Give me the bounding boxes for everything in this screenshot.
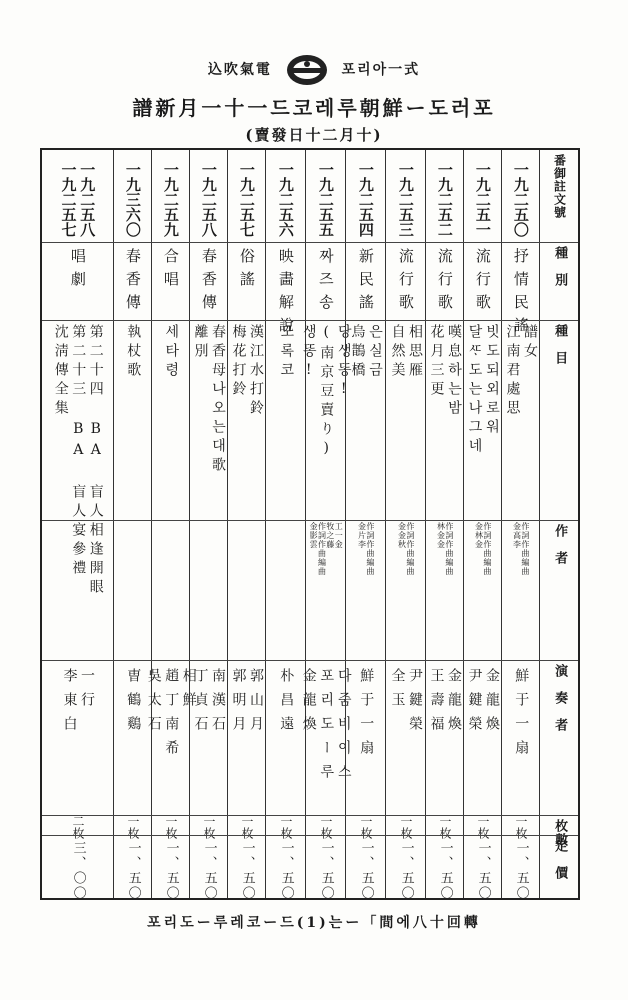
record-number: 一九二五八 [78, 162, 97, 237]
record-performer: 金龍煥 [300, 668, 317, 740]
record-performer: 吳太石 [145, 668, 162, 740]
record-kind: 映畵解說 [276, 248, 295, 340]
header-price-cell [540, 835, 578, 898]
record-credits-cell [190, 520, 227, 660]
record-column [113, 150, 151, 901]
record-kind-cell [346, 242, 385, 320]
record-title-cell [464, 320, 501, 520]
record-title-cell [426, 320, 463, 520]
record-performer: 李東白 [61, 668, 78, 740]
record-credits: 作詞作曲編曲 [444, 522, 454, 576]
record-credits: 金影雲 [309, 522, 319, 549]
record-qty: 一枚 [164, 815, 178, 839]
polydor-logo-icon [285, 52, 329, 88]
record-credits-cell [464, 520, 501, 660]
record-number-cell [266, 150, 305, 242]
record-column [42, 150, 113, 901]
record-price-cell [114, 835, 151, 901]
record-credits-cell [386, 520, 425, 660]
record-performer: 朴昌遠 [278, 668, 295, 740]
record-price: 一、五〇 [437, 841, 453, 901]
record-performer: 曺鶴鷄 [125, 668, 142, 740]
record-number: 一九二五六 [276, 162, 295, 237]
record-credits: 金高李 [512, 522, 522, 549]
header-title-cell [540, 320, 578, 520]
record-column [145, 150, 197, 901]
record-performer: 丁貞石 [192, 668, 209, 740]
record-performer-cell [190, 660, 227, 815]
record-price-cell [306, 835, 345, 901]
record-kind-cell [266, 242, 305, 340]
record-credits-cell [228, 520, 265, 660]
record-performer-cell [145, 660, 197, 815]
record-kind: 流行歌 [396, 248, 415, 317]
record-title-cell [152, 320, 189, 520]
record-title-cell [386, 320, 425, 520]
record-kind-cell [228, 242, 265, 320]
record-qty-cell [426, 815, 463, 839]
record-title: 自然美 [389, 324, 406, 381]
record-number: 一九三六〇 [123, 162, 142, 237]
record-credits-cell [42, 520, 113, 660]
record-credits-cell [114, 520, 151, 660]
record-credits: 作詞作曲編曲 [482, 522, 492, 576]
header-kind-cell [540, 242, 578, 320]
record-price-cell [152, 835, 189, 901]
record-number: 一九二五二 [435, 162, 454, 237]
record-qty: 一枚 [438, 815, 452, 839]
record-qty: 一枚 [240, 815, 254, 839]
page-subtitle: (賣發日十二月十) [245, 126, 383, 144]
record-credits: 工一金 [334, 522, 344, 549]
record-column [501, 150, 539, 901]
record-qty-cell [190, 815, 227, 839]
record-performer-cell [42, 660, 113, 815]
record-credits: 作詞作曲編曲 [365, 522, 375, 576]
record-performer: 南漢石 [210, 668, 226, 740]
record-kind: 合唱 [161, 248, 180, 294]
record-number-cell [114, 150, 151, 242]
record-title-cell [228, 320, 265, 520]
record-number: 一九二五七 [237, 162, 256, 237]
record-title-cell [114, 320, 151, 520]
record-title: 花月三更 [428, 324, 445, 400]
record-performer: 포리도ー루 [318, 668, 335, 788]
record-credits: 作詞作曲編曲 [317, 522, 327, 576]
record-number: 一九二五三 [396, 162, 415, 237]
record-kind-cell [464, 242, 501, 320]
record-kind: 流行歌 [435, 248, 454, 317]
record-kind: 春香傳 [123, 248, 142, 317]
record-number-cell [306, 150, 345, 242]
record-performer: 趙丁南希 [163, 668, 180, 764]
record-title: 漢江水打鈴 [248, 324, 264, 419]
record-qty: 一枚 [279, 815, 293, 839]
record-title: 당생똥! [335, 324, 352, 402]
record-price: 三、〇〇 [70, 841, 86, 901]
record-number-cell [464, 150, 501, 242]
header-column [539, 150, 578, 898]
record-price-cell [386, 835, 425, 901]
record-price: 一、五〇 [163, 841, 179, 901]
record-number: 一九二五四 [356, 162, 375, 237]
record-kind-cell [42, 242, 113, 320]
record-column [425, 150, 463, 901]
record-number: 一九二五七 [59, 162, 78, 237]
record-performer: 尹鍵榮 [466, 668, 483, 740]
record-number-cell [386, 150, 425, 242]
record-title: 梅花打鈴 [230, 324, 247, 400]
record-number-cell [190, 150, 227, 242]
header-credits-cell [540, 520, 578, 660]
record-price: 一、五〇 [239, 841, 255, 901]
record-column [189, 150, 227, 901]
record-qty: 一枚 [319, 815, 333, 839]
record-number: 一九二五八 [199, 162, 218, 237]
record-title: 달ᄯᆞ도는나그네 [466, 324, 483, 457]
record-qty-cell [228, 815, 265, 839]
record-qty-cell [386, 815, 425, 839]
record-qty-cell [306, 815, 345, 839]
header-qty-cell [540, 815, 578, 847]
record-credits: 林金金 [436, 522, 446, 549]
record-title: 春香母나오는대歌 [210, 324, 226, 476]
record-kind-cell [386, 242, 425, 320]
record-price: 一、五〇 [358, 841, 374, 901]
header-number-cell [540, 150, 578, 242]
header-credits: 作者 [552, 524, 568, 578]
record-number-cell [228, 150, 265, 242]
band-divider [42, 815, 578, 816]
record-qty-cell [464, 815, 501, 839]
record-number: 一九二五五 [316, 162, 335, 237]
record-number: 一九二五一 [473, 162, 492, 237]
record-number-cell [152, 150, 189, 242]
record-performer: 相鮮 [180, 668, 197, 716]
record-number: 一九二五九 [161, 162, 180, 237]
header-performer: 演奏者 [552, 664, 568, 745]
record-price: 一、五〇 [513, 841, 529, 901]
record-price: 一、五〇 [318, 841, 334, 901]
record-performer: 全玉 [389, 668, 406, 716]
record-title: 모록코 [278, 324, 295, 381]
record-kind-cell [114, 242, 151, 320]
record-performer: 金龍煥 [446, 668, 462, 740]
header-number: 番御註文號 [552, 154, 567, 219]
record-credits: 作詞作曲編曲 [405, 522, 415, 576]
record-kind: 流行歌 [473, 248, 492, 317]
record-performer: 王壽福 [428, 668, 445, 740]
record-credits: 作詞作曲編曲 [520, 522, 530, 576]
record-column [463, 150, 501, 901]
brand-right: 포리아一式 [341, 62, 421, 78]
page-title: 譜新月一十一드코레루朝鮮ー도러포 [132, 96, 496, 120]
record-kind: 抒情民謠 [511, 248, 530, 340]
record-credits: 牧之藤 [325, 522, 335, 549]
record-performer: 鮮于一扇 [513, 668, 530, 764]
record-price-cell [464, 835, 501, 901]
record-credits-cell [426, 520, 463, 660]
record-kind-cell [306, 242, 345, 320]
record-number-cell [502, 150, 539, 242]
record-title: 第二十四 BA 盲人相逢開眼 [87, 324, 104, 598]
record-column [385, 150, 425, 901]
record-kind-cell [502, 242, 539, 340]
record-kind: 俗謠 [237, 248, 256, 294]
record-title: 譜女 [522, 324, 538, 362]
band-divider [42, 242, 578, 243]
record-credits-cell [502, 520, 539, 660]
record-kind-cell [426, 242, 463, 320]
record-credits-cell [306, 520, 345, 660]
record-title: 沈淸傳全集 [52, 324, 69, 419]
record-performer-cell [386, 660, 425, 815]
record-qty: 一枚 [126, 815, 140, 839]
record-performer-cell [228, 660, 265, 815]
record-title: 嘆息하는밤 [446, 324, 462, 419]
band-divider [42, 835, 578, 836]
header-title: 種目 [552, 324, 568, 378]
record-title: 烏鵲橋 [349, 324, 366, 381]
record-qty-cell [346, 815, 385, 839]
brand-line [0, 52, 628, 88]
record-kind: 春香傳 [199, 248, 218, 317]
record-performer-cell [464, 660, 501, 815]
record-performer-cell [300, 660, 352, 815]
record-price-cell [228, 835, 265, 901]
footer-note: 포리도ー루레코ー드(1)는ー「間에八十回轉 [147, 915, 481, 931]
record-price: 一、五〇 [278, 841, 294, 901]
record-title-cell [42, 320, 113, 598]
record-price: 一、五〇 [475, 841, 491, 901]
record-title: 離別 [192, 324, 209, 362]
record-qty-cell [502, 815, 539, 839]
record-column [345, 150, 385, 901]
record-qty-cell [266, 815, 305, 839]
catalog-table [40, 148, 580, 900]
record-title-cell [502, 320, 539, 520]
record-performer: 一行 [79, 668, 95, 716]
record-title-cell [300, 320, 352, 520]
record-kind-cell [152, 242, 189, 320]
record-credits: 金林金 [474, 522, 484, 549]
record-qty: 一枚 [476, 815, 490, 839]
record-title: 相思雁 [407, 324, 423, 381]
record-title: (南京豆賣り) [318, 324, 335, 461]
record-title: 세타령 [163, 324, 180, 381]
header-price: 定價 [552, 839, 568, 893]
record-performer: 尹鍵榮 [407, 668, 423, 740]
record-performer: 郭山月 [248, 668, 264, 740]
record-kind: 짜즈송 [316, 248, 335, 317]
record-price-cell [42, 835, 113, 901]
record-credits-cell [152, 520, 189, 660]
record-price: 一、五〇 [125, 841, 141, 901]
record-number-cell [346, 150, 385, 242]
header-kind: 種別 [552, 246, 568, 300]
record-column [227, 150, 265, 901]
record-credits: 金金秋 [397, 522, 407, 549]
record-performer-cell [502, 660, 539, 815]
record-title-cell [346, 320, 385, 520]
record-column [300, 150, 352, 901]
record-performer-cell [346, 660, 385, 815]
record-kind-cell [190, 242, 227, 320]
record-column [265, 150, 305, 901]
record-price-cell [190, 835, 227, 901]
record-title: 第二十三 BA 盲人宴參禮 [70, 324, 87, 579]
record-qty: 一枚 [359, 815, 373, 839]
record-qty-cell [42, 815, 113, 839]
record-credits: 金片李 [357, 522, 367, 549]
record-title: 江南君處思 [504, 324, 521, 419]
record-qty: 一枚 [202, 815, 216, 839]
record-price-cell [266, 835, 305, 901]
record-price: 一、五〇 [398, 841, 414, 901]
brand-left: 込吹氣電 [207, 62, 272, 78]
record-price-cell [346, 835, 385, 901]
band-divider [42, 520, 578, 521]
record-qty: 二枚 [71, 815, 85, 839]
band-divider [42, 660, 578, 661]
record-qty: 一枚 [514, 815, 528, 839]
record-title: 執杖歌 [125, 324, 142, 381]
record-performer: 다줌비이스 [335, 668, 352, 788]
record-qty-cell [152, 815, 189, 839]
record-credits-cell [346, 520, 385, 660]
record-title-cell [190, 320, 227, 520]
record-number-cell [426, 150, 463, 242]
record-performer: 鮮于一扇 [358, 668, 375, 764]
record-performer: 金龍煥 [484, 668, 500, 740]
record-number-cell [42, 150, 113, 242]
record-price-cell [426, 835, 463, 901]
record-number: 一九二五〇 [511, 162, 530, 237]
record-qty: 一枚 [399, 815, 413, 839]
record-kind: 唱劇 [68, 248, 87, 294]
record-kind: 新民謠 [356, 248, 375, 317]
record-qty-cell [114, 815, 151, 839]
record-title: 은실금 [367, 324, 383, 381]
record-performer: 郭明月 [230, 668, 247, 740]
record-title: 빗도되외로워 [484, 324, 500, 438]
record-price: 一、五〇 [201, 841, 217, 901]
header-performer-cell [540, 660, 578, 815]
band-divider [42, 320, 578, 321]
header-qty: 枚數 [552, 819, 568, 847]
record-credits-cell [266, 520, 305, 660]
record-title: 생똥! [300, 324, 317, 383]
record-price-cell [502, 835, 539, 901]
record-performer-cell [426, 660, 463, 815]
